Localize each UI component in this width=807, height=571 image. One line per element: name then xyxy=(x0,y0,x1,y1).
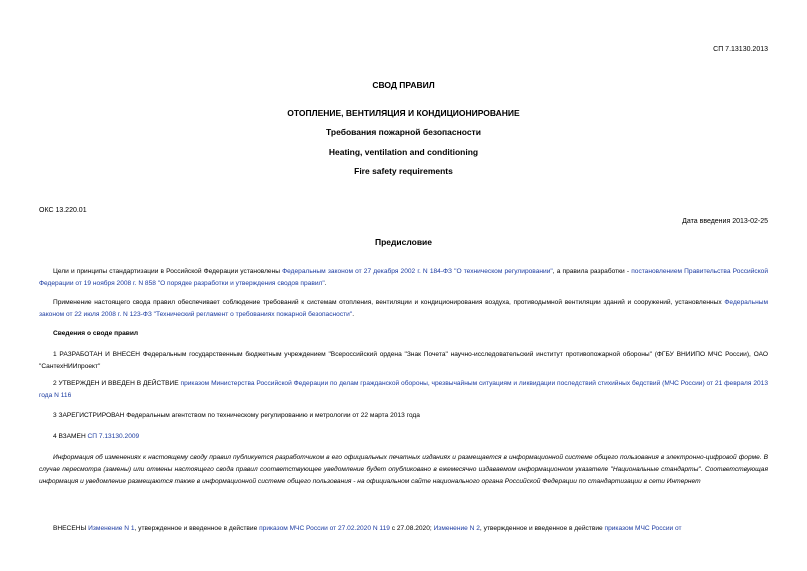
info-item-2: 2 УТВЕРЖДЕН И ВВЕДЕН В ДЕЙСТВИЕ приказом Министерства Российской Федерации по делам гражданской обороны, чрезвычайным ситуациям и ликвидации последствий стихийных бедствий (МЧС России) от 21 февраля 2013 года N 116 xyxy=(39,380,768,399)
mchs-order-amendment-2-link[interactable]: приказом МЧС России от xyxy=(604,525,682,532)
publication-notice: Информация об изменениях к настоящему своду правил публикуется разработчиком в его официальных печатных изданиях и размещается в информационной системе общего пользования в электронно-цифровой форме. В случае пересмотра (замены) или отмены настоящего свода правил соответствующее уведомление будет опубликовано в ежемесячно издаваемом информационном указателе "Национальные стандарты". Соответствующая информация и уведомление размещаются также в информационной системе общего пользования - на официальном сайте национального органа Российской Федерации по стандартизации в сети Интернет xyxy=(39,454,768,485)
sp-7-13130-2009-link[interactable]: СП 7.13130.2009 xyxy=(87,433,140,440)
amendment-1-link[interactable]: Изменение N 1 xyxy=(88,525,135,532)
mchs-order-116-link[interactable]: приказом Министерства Российской Федерации по делам гражданской обороны, чрезвычайным ситуациям и ликвидации последствий стихийных бедствий (МЧС России) от 21 февраля 2013 года N 116 xyxy=(39,380,768,399)
mchs-order-119-link[interactable]: приказом МЧС России от 27.02.2020 N 119 xyxy=(259,525,390,532)
government-decree-858-link[interactable]: постановлением Правительства Российской Федерации от 19 ноября 2008 г. N 858 "О порядке разработки и утверждения сводов правил" xyxy=(39,268,769,287)
document-subtitle-en: Fire safety requirements xyxy=(354,166,453,176)
info-item-3: 3 ЗАРЕГИСТРИРОВАН Федеральным агентством по техническому регулированию и метрологии от 22 марта 2013 года xyxy=(53,412,420,419)
info-item-4: 4 ВЗАМЕН СП 7.13130.2009 xyxy=(53,433,140,440)
document-code: СП 7.13130.2013 xyxy=(713,46,768,53)
federal-law-123-link[interactable]: Федеральным законом от 22 июля 2008 г. N 123-ФЗ "Технический регламент о требованиях пожарной безопасности" xyxy=(39,299,768,318)
info-item-1: 1 РАЗРАБОТАН И ВНЕСЕН Федеральным государственным бюджетным учреждением "Всероссийский ордена "Знак Почета" научно-исследовательский институт противопожарной обороны" (ФГБУ ВНИИПО МЧС России), ОАО "СантехНИИпроект" xyxy=(39,351,768,370)
document-page xyxy=(39,0,768,571)
introduction-date: Дата введения 2013-02-25 xyxy=(682,218,768,225)
document-title-ru: ОТОПЛЕНИЕ, ВЕНТИЛЯЦИЯ И КОНДИЦИОНИРОВАНИЕ xyxy=(287,108,520,118)
amendment-2-link[interactable]: Изменение N 2 xyxy=(433,525,480,532)
info-heading: Сведения о своде правил xyxy=(53,330,139,337)
preface-paragraph-1: Цели и принципы стандартизации в Российской Федерации установлены Федеральным законом от 27 декабря 2002 г. N 184-ФЗ "О техническом регулировании", а правила разработки - постановлением Правительства Российской Федерации от 19 ноября 2008 г. N 858 "О порядке разработки и утверждения сводов правил". xyxy=(39,268,769,287)
oks-code: ОКС 13.220.01 xyxy=(39,207,87,214)
federal-law-184-link[interactable]: Федеральным законом от 27 декабря 2002 г. N 184-ФЗ "О техническом регулировании" xyxy=(282,268,553,275)
preface-paragraph-2: Применение настоящего свода правил обеспечивает соблюдение требований к системам отопления, вентиляции и кондиционирования воздуха, противодымной вентиляции зданий и сооружений, установленных Федеральным законом от 22 июля 2008 г. N 123-ФЗ "Технический регламент о требованиях пожарной безопасности". xyxy=(39,299,768,318)
amendments-line: ВНЕСЕНЫ Изменение N 1, утвержденное и введенное в действие приказом МЧС России от 27.02.2020 N 119 с 27.08.2020; Изменение N 2, утвержденное и введенное в действие приказом МЧС России от xyxy=(53,525,682,532)
svod-title: СВОД ПРАВИЛ xyxy=(372,80,435,90)
preface-heading: Предисловие xyxy=(374,237,433,247)
document-title-en: Heating, ventilation and conditioning xyxy=(328,147,479,157)
document-subtitle-ru: Требования пожарной безопасности xyxy=(326,127,481,137)
